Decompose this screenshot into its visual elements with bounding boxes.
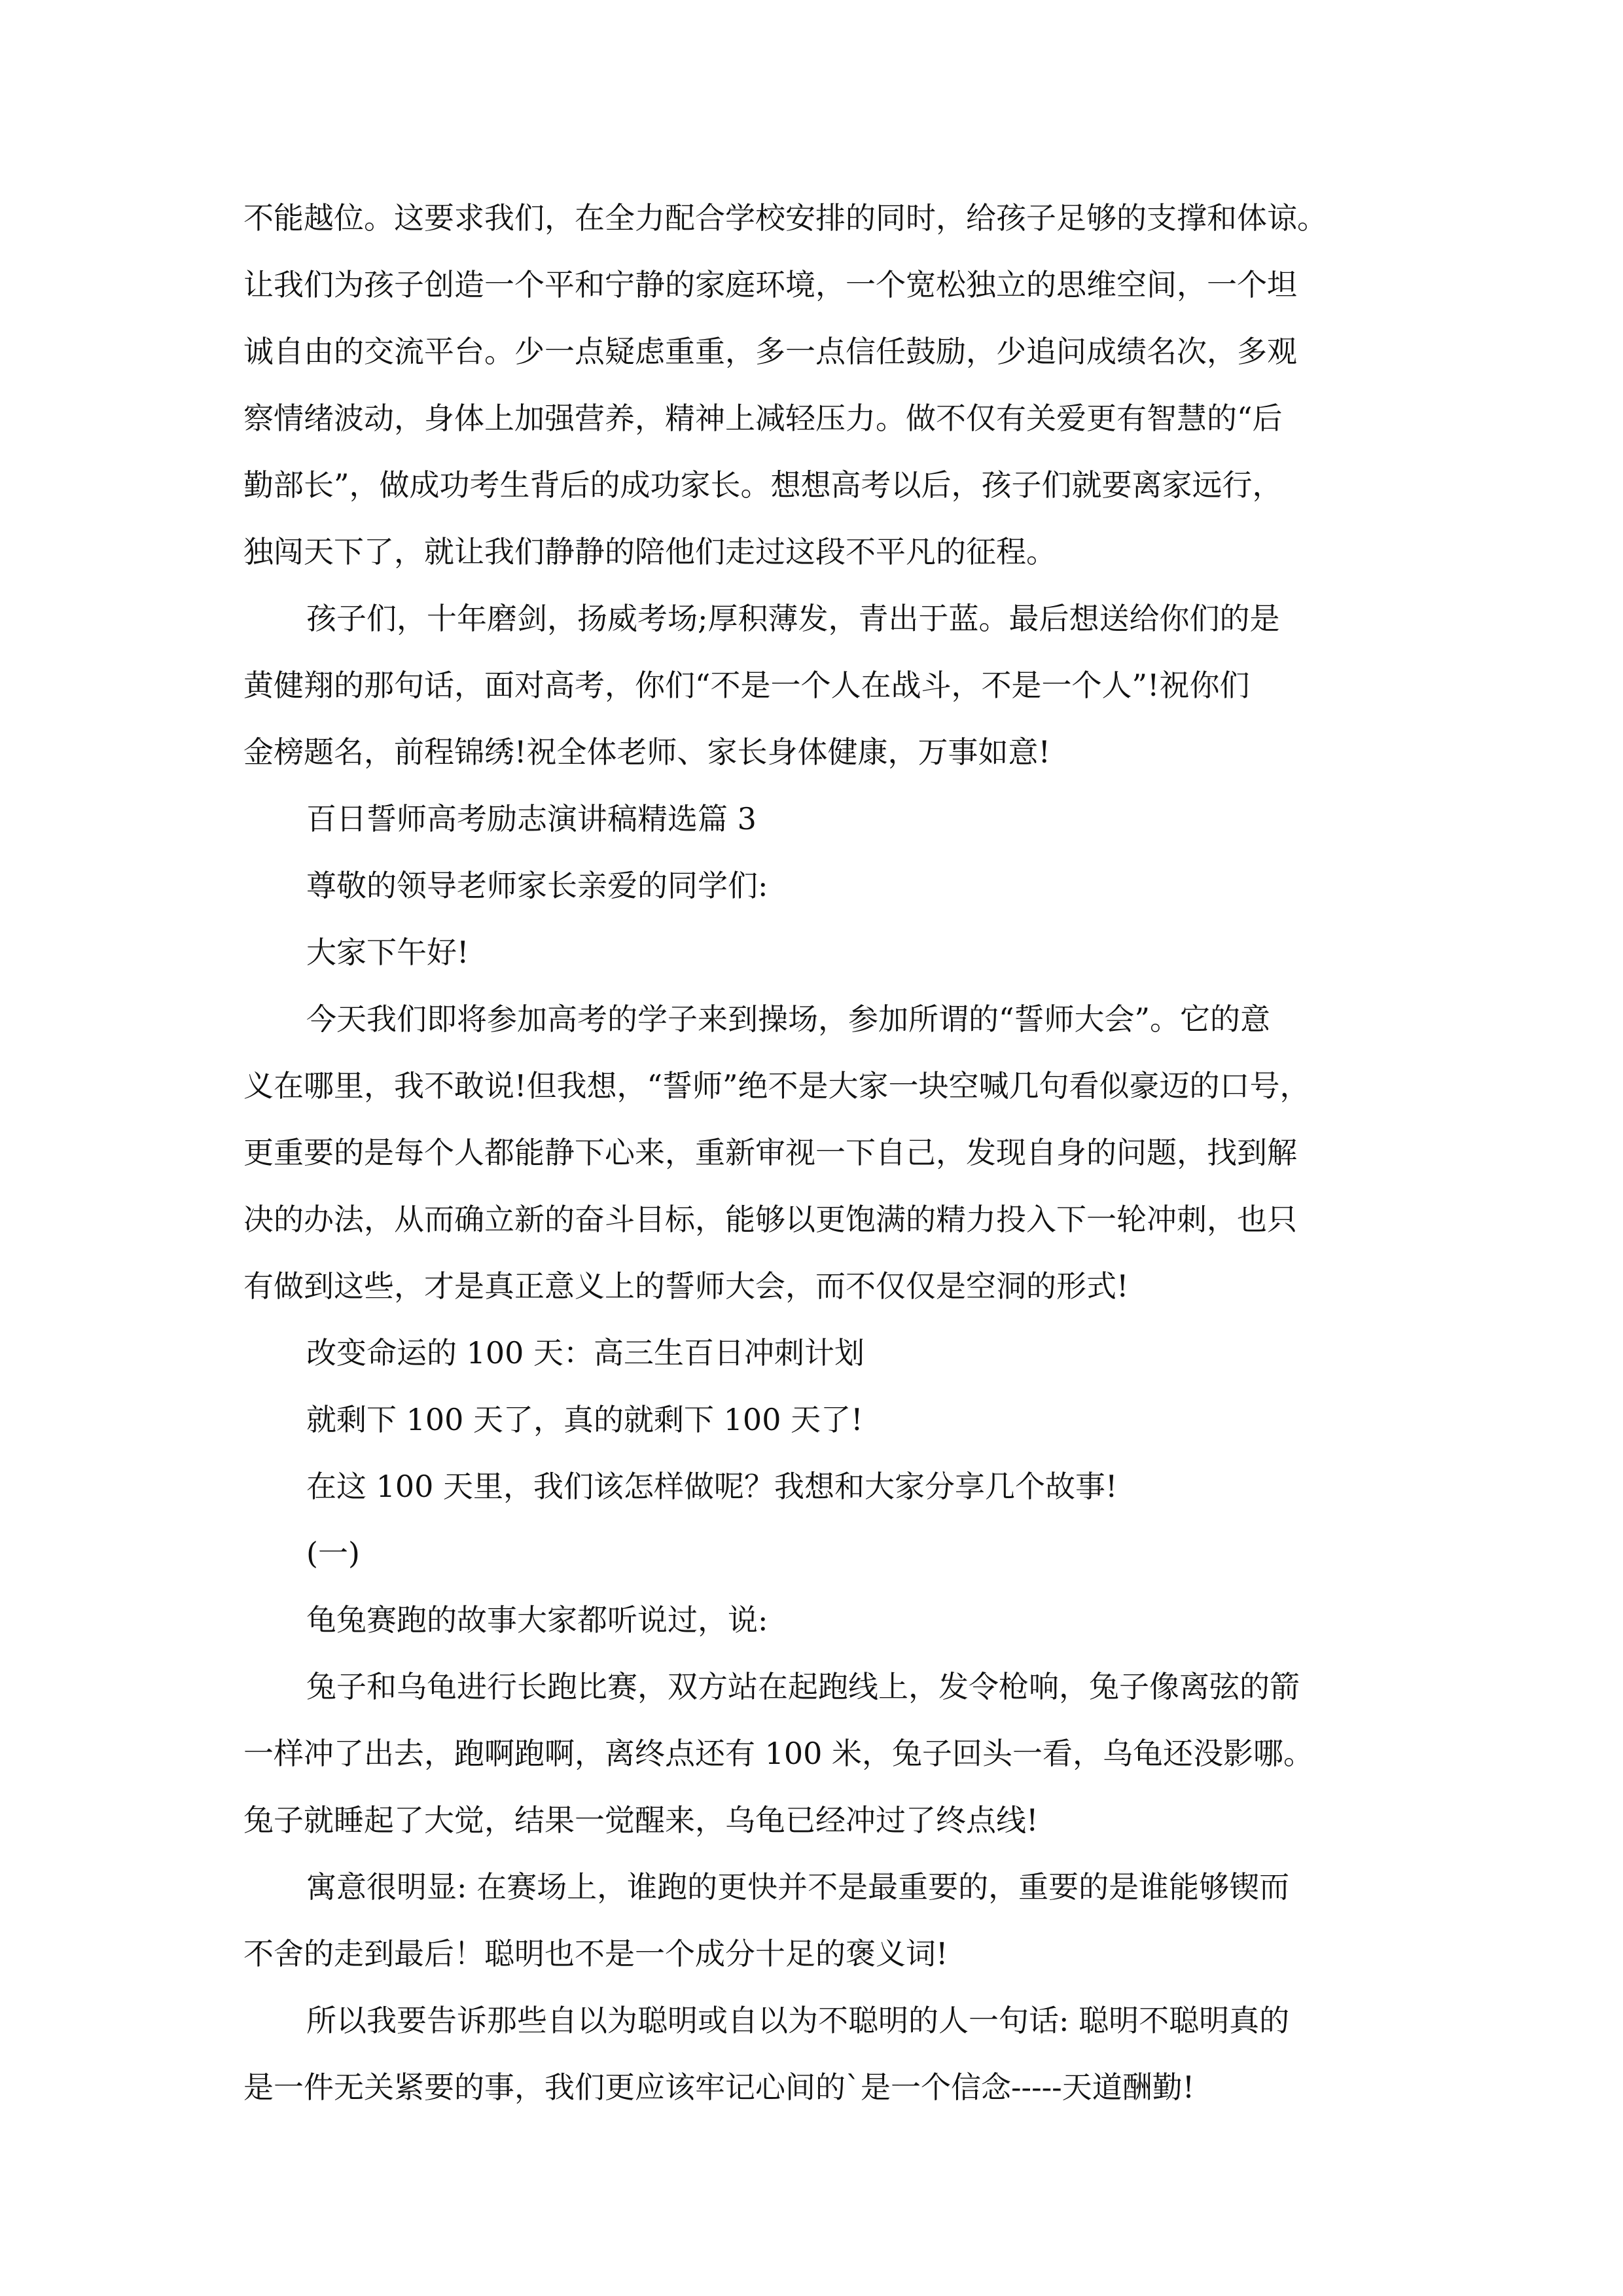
text-line: 孩子们，十年磨剑，扬威考场;厚积薄发，青出于蓝。最后想送给你们的是 [306, 601, 1280, 636]
text-line: 金榜题名，前程锦绣!祝全体老师、家长身体健康，万事如意! [243, 734, 1050, 770]
text-line: 勤部长”，做成功考生背后的成功家长。想想高考以后，孩子们就要离家远行， [243, 467, 1283, 503]
text-line: 就剩下 100 天了，真的就剩下 100 天了! [306, 1402, 863, 1437]
text-line: 诚自由的交流平台。少一点疑虑重重，多一点信任鼓励，少追问成绩名次，多观 [243, 334, 1297, 369]
text-line: 兔子和乌龟进行长跑比赛，双方站在起跑线上，发令枪响，兔子像离弦的箭 [306, 1669, 1300, 1704]
text-line: 改变命运的 100 天：高三生百日冲刺计划 [306, 1335, 865, 1371]
text-line: 不舍的走到最后！聪明也不是一个成分十足的褒义词! [243, 1936, 948, 1971]
text-line: 有做到这些，才是真正意义上的誓师大会，而不仅仅是空洞的形式! [243, 1268, 1129, 1304]
text-line: 更重要的是每个人都能静下心来，重新审视一下自己，发现自身的问题，找到解 [243, 1135, 1297, 1170]
text-line: 尊敬的领导老师家长亲爱的同学们: [306, 868, 768, 903]
text-line: 让我们为孩子创造一个平和宁静的家庭环境，一个宽松独立的思维空间，一个坦 [243, 267, 1297, 302]
text-line: 大家下午好! [306, 935, 469, 970]
text-line: 不能越位。这要求我们，在全力配合学校安排的同时，给孩子足够的支撑和体谅。 [243, 200, 1327, 236]
text-line: 一样冲了出去，跑啊跑啊，离终点还有 100 米，兔子回头一看，乌龟还没影哪。 [243, 1736, 1314, 1771]
text-line: 是一件无关紧要的事，我们更应该牢记心间的`是一个信念-----天道酬勤! [243, 2070, 1195, 2105]
text-line: 义在哪里，我不敢说!但我想，“誓师”绝不是大家一块空喊几句看似豪迈的口号， [243, 1068, 1310, 1103]
text-line: 所以我要告诉那些自以为聪明或自以为不聪明的人一句话: 聪明不聪明真的 [306, 2003, 1290, 2038]
text-line: 独闯天下了，就让我们静静的陪他们走过这段不平凡的征程。 [243, 534, 1056, 569]
text-line: 决的办法，从而确立新的奋斗目标，能够以更饱满的精力投入下一轮冲刺，也只 [243, 1202, 1297, 1237]
text-line: 龟兔赛跑的故事大家都听说过，说: [306, 1602, 768, 1638]
text-line: (一) [306, 1535, 360, 1571]
text-line: 百日誓师高考励志演讲稿精选篇 3 [306, 801, 757, 836]
text-line: 今天我们即将参加高考的学子来到操场，参加所谓的“誓师大会”。它的意 [306, 1001, 1271, 1037]
text-line: 在这 100 天里，我们该怎样做呢？我想和大家分享几个故事! [306, 1469, 1118, 1504]
text-line: 兔子就睡起了大觉，结果一觉醒来，乌龟已经冲过了终点线! [243, 1803, 1039, 1838]
document-body [243, 185, 1395, 2121]
text-line: 黄健翔的那句话，面对高考，你们“不是一个人在战斗，不是一个人”!祝你们 [243, 668, 1250, 703]
text-line: 寓意很明显: 在赛场上，谁跑的更快并不是最重要的，重要的是谁能够锲而 [306, 1869, 1290, 1905]
text-line: 察情绪波动，身体上加强营养，精神上减轻压力。做不仅有关爱更有智慧的“后 [243, 401, 1283, 436]
